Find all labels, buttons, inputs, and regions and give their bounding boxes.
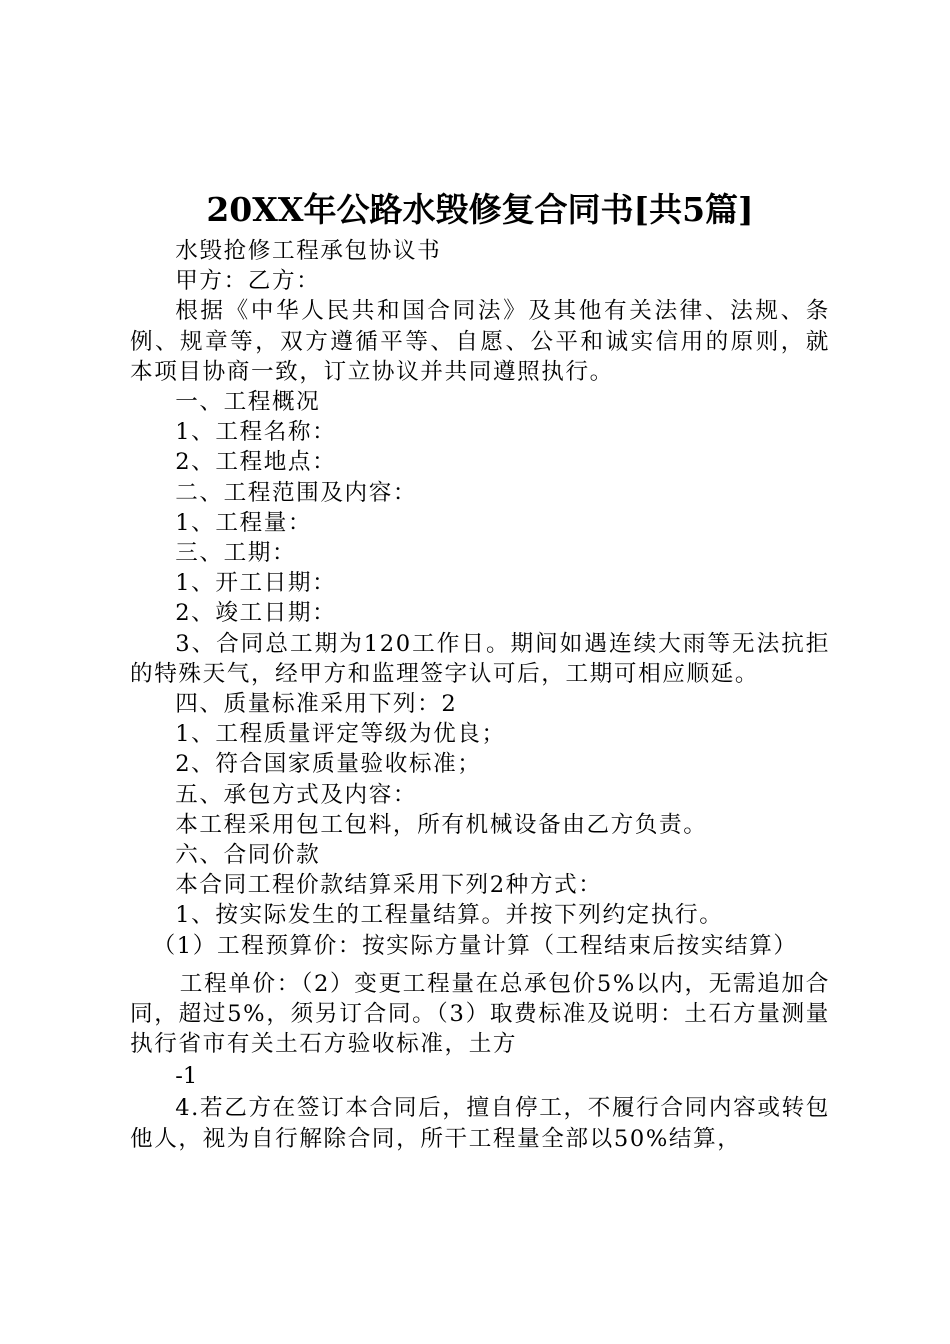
paragraph-contract-heading: 水毁抢修工程承包协议书 xyxy=(175,238,442,264)
document-title: 20XX年公路水毁修复合同书[共5篇] xyxy=(206,190,754,229)
paragraph-project-name: 1、工程名称： xyxy=(175,419,337,446)
paragraph-labor-materials: 本工程采用包工包料，所有机械设备由乙方负责。 xyxy=(175,811,708,838)
section-contract-price: 六、合同价款 xyxy=(175,842,321,869)
paragraph-actual-quantity-settlement: 1、按实际发生的工程量结算。并按下列约定执行。 xyxy=(175,902,724,929)
section-project-scope: 二、工程范围及内容： xyxy=(175,479,418,506)
paragraph-budget-price: （1）工程预算价：按实际方量计算（工程结束后按实结算） xyxy=(152,932,798,959)
paragraph-quantity: 1、工程量： xyxy=(175,509,313,536)
section-project-overview: 一、工程概况 xyxy=(175,389,321,416)
paragraph-acceptance-standard: 2、符合国家质量验收标准； xyxy=(175,751,482,778)
document-body xyxy=(130,236,830,1154)
paragraph-total-duration: 3、合同总工期为120工作日。期间如遇连续大雨等无法抗拒的特殊天气，经甲方和监理签字认可后，工期可相应顺延。 xyxy=(130,630,830,687)
paragraph-completion-date: 2、竣工日期： xyxy=(175,600,337,627)
paragraph-unit-price: 工程单价：（2）变更工程量在总承包价5%以内，无需追加合同，超过5%，须另订合同。（3）取费标准及说明：土石方量测量执行省市有关土石方验收标准，土方 xyxy=(130,970,830,1058)
paragraph-parties: 甲方：乙方： xyxy=(175,268,321,295)
section-duration: 三、工期： xyxy=(175,540,297,567)
section-quality-standard: 四、质量标准采用下列：2 xyxy=(175,691,458,718)
paragraph-quality-grade: 1、工程质量评定等级为优良； xyxy=(175,721,506,748)
document-page xyxy=(130,186,830,1154)
paragraph-settlement-methods: 本合同工程价款结算采用下列2种方式： xyxy=(175,872,603,899)
paragraph-project-location: 2、工程地点： xyxy=(175,449,337,476)
section-contracting-method: 五、承包方式及内容： xyxy=(175,781,418,808)
page-number: -1 xyxy=(175,1063,198,1090)
paragraph-legal-basis: 根据《中华人民共和国合同法》及其他有关法律、法规、条例、规章等，双方遵循平等、自愿、公平和诚实信用的原则，就本项目协商一致，订立协议并共同遵照执行。 xyxy=(130,298,830,385)
paragraph-start-date: 1、开工日期： xyxy=(175,570,337,597)
paragraph-breach-terms: 4.若乙方在签订本合同后，擅自停工，不履行合同内容或转包他人，视为自行解除合同，所干工程量全部以50%结算， xyxy=(130,1095,830,1152)
